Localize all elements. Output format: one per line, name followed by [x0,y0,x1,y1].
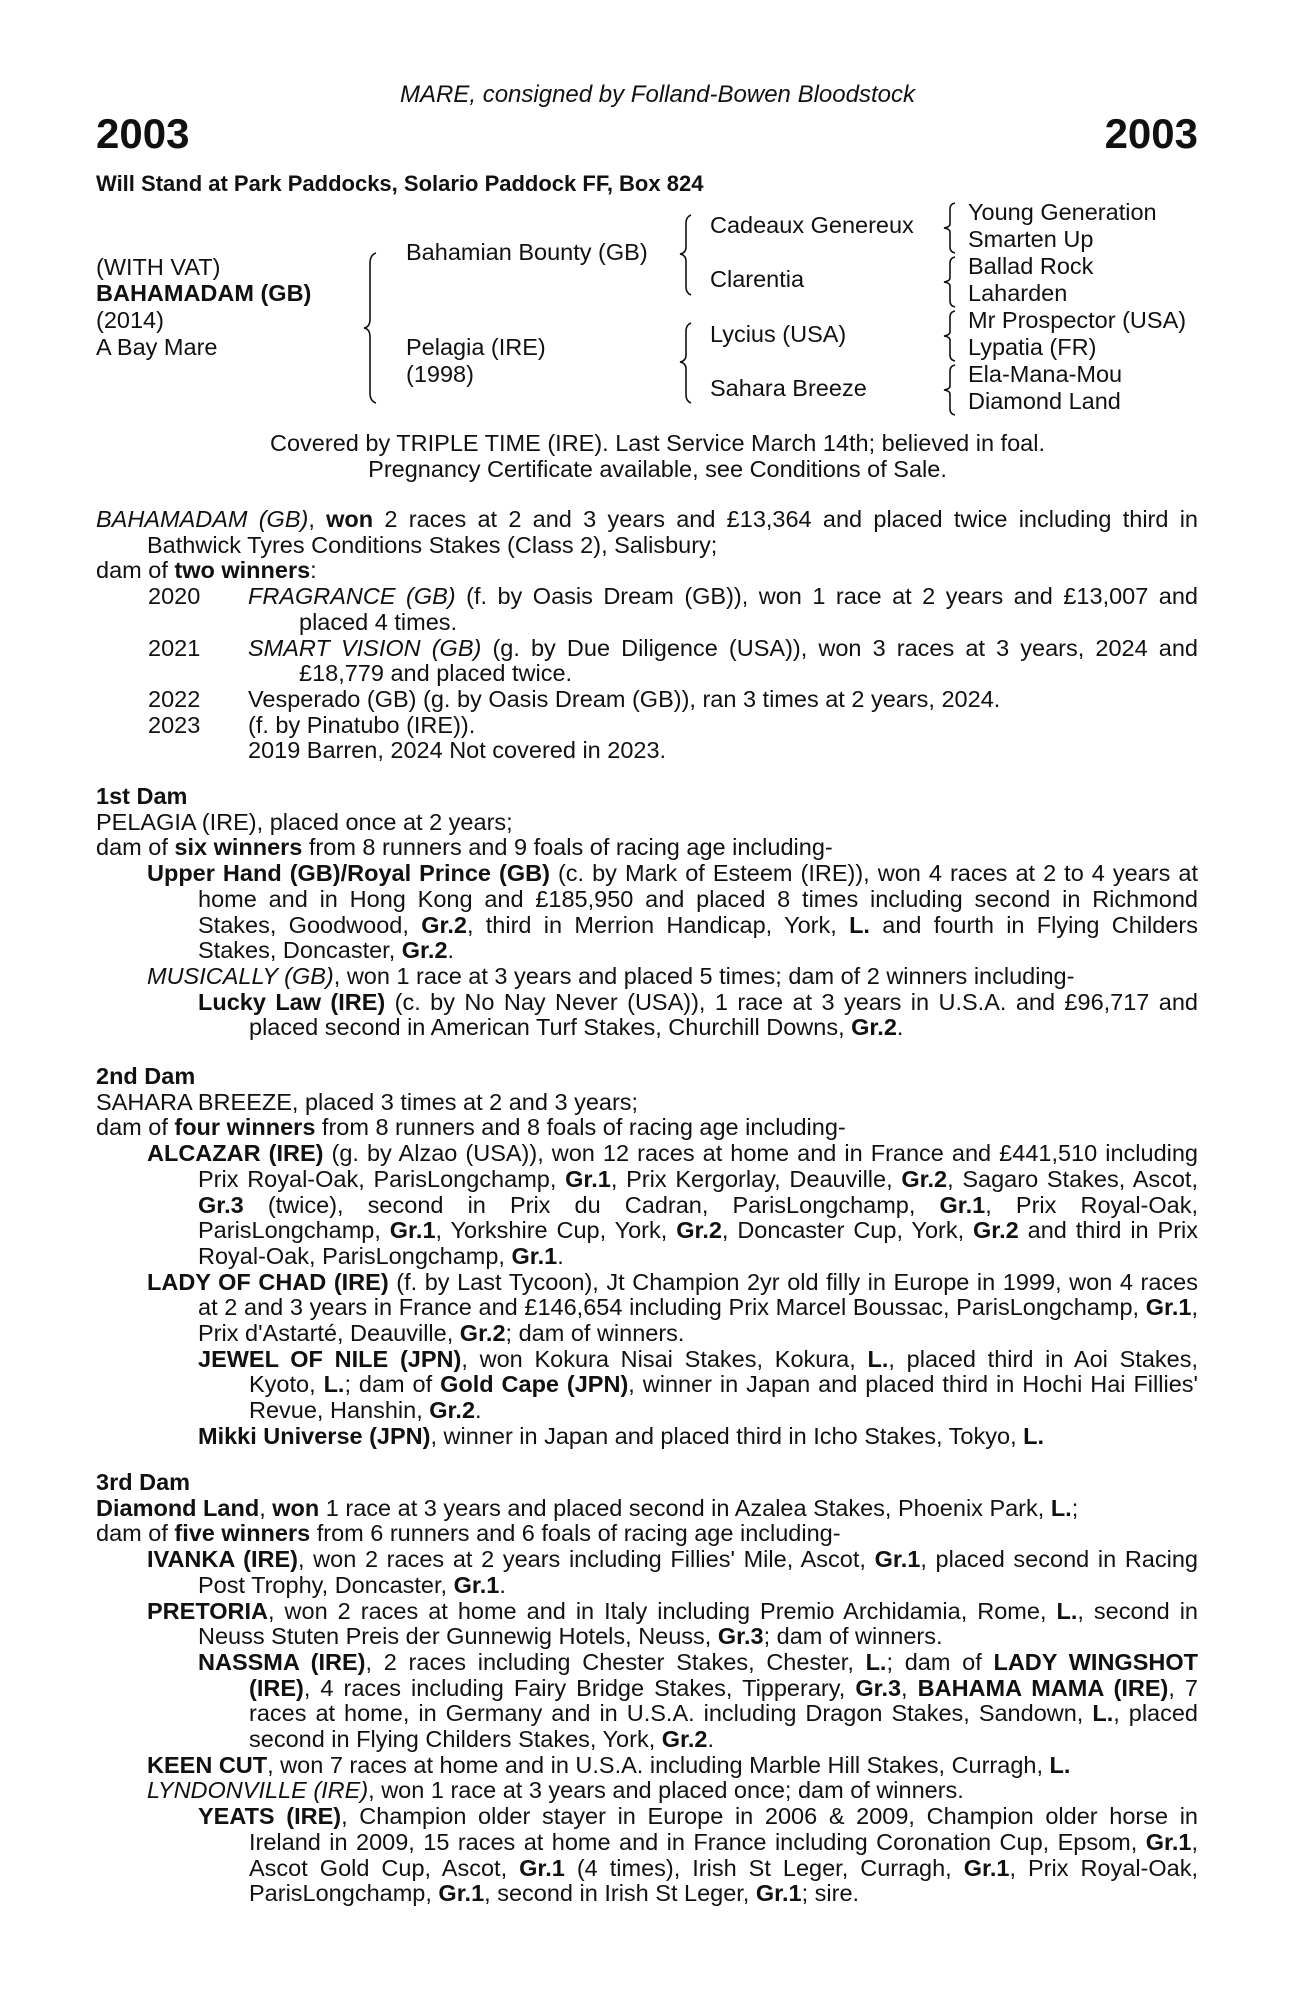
text: 1 race at 3 years and placed second in Azalea Stakes, Phoenix Park, [319,1494,1051,1521]
italic-text: BAHAMADAM (GB) [96,506,309,532]
brace-gg-3 [944,311,958,361]
sire-name: Bahamian Bounty (GB) [406,239,648,265]
bold-text: Gr.1 [874,1546,921,1573]
bold-text: Gr.3 [717,1623,764,1650]
bold-text: L. [1056,1597,1078,1624]
bold-text: won [272,1494,320,1521]
italic-text: SMART VISION (GB) [248,634,482,661]
horse-description: A Bay Mare [96,334,218,360]
text: (g. by Alzao (USA)), won 12 races at home and in France and £441,510 including Prix Royal-Oak, ParisLongchamp, [198,1140,1199,1192]
produce-entry [96,687,1198,713]
italic-text: MUSICALLY (GB) [147,962,334,989]
text: (f. by Pinatubo (IRE)). [248,711,476,738]
text: ; dam of winners. [763,1623,943,1650]
bold-text: L. [1049,1751,1071,1778]
bold-text: YEATS (IRE) [198,1803,342,1830]
bold-text: Gr.1 [519,1854,565,1881]
pedigree-paragraph [96,1599,1198,1650]
bold-text: Gr.1 [1145,1294,1192,1321]
great-grandparent: Young Generation [968,199,1157,225]
text: . [896,1014,904,1041]
first-dam-section [96,784,1198,1041]
text: (twice), second in Prix du Cadran, ParisLongchamp, [243,1191,940,1218]
text: , winner in Japan and placed third in Hochi Hai Fillies' Revue, Hanshin, [249,1371,1198,1424]
brace-sire-line [680,215,694,295]
foal-year: 2022 [148,685,201,712]
pedigree-paragraph [96,861,1198,964]
brace-gg-1 [944,203,958,253]
bold-text: Gr.1 [438,1880,485,1907]
pedigree-paragraph [96,1650,1198,1753]
text: , [259,1494,273,1521]
grandsire-maternal: Lycius (USA) [710,321,847,347]
bold-text: Lucky Law (IRE) [198,988,386,1015]
text: , Prix d'Astarté, Deauville, [198,1294,1198,1347]
text: . [707,1726,715,1753]
bold-text: Upper Hand (GB)/Royal Prince (GB) [147,860,550,887]
pedigree-paragraph [96,1347,1198,1424]
bold-text: four winners [174,1114,316,1141]
lot-number-left: 2003 [96,110,190,157]
pregnancy-note: Pregnancy Certificate available, see Conditions of Sale. [368,456,947,482]
text: SAHARA BREEZE, placed 3 times at 2 and 3 years; [96,1088,639,1115]
produce-entry [96,738,1198,764]
text: 2 races at 2 and 3 years and £13,364 and placed twice including third in Bathwick Tyres Conditions Stakes (Class 2), Salisbury; [147,506,1198,558]
bold-text: Gr.3 [855,1674,902,1701]
great-grandparent: Ballad Rock [968,253,1094,279]
pedigree-paragraph [96,1521,1198,1547]
produce-entry [96,584,1198,635]
text: . [557,1242,564,1269]
grandsire-paternal: Cadeaux Genereux [710,212,914,238]
bold-text: Gr.1 [1145,1828,1192,1855]
pedigree-paragraph [96,1753,1198,1779]
text: (g. by Due Diligence (USA)), won 3 races at 3 years, 2024 and £18,779 and placed twice. [299,634,1198,687]
pedigree-paragraph [96,1090,1198,1116]
pedigree-paragraph [96,1496,1198,1522]
produce-entry [96,713,1198,739]
text: , 2 races including Chester Stakes, Chester, [365,1648,866,1675]
text: , won 2 races at 2 years including Fillies' Mile, Ascot, [297,1546,875,1573]
bold-text: L. [1023,1422,1045,1449]
produce-entry [96,636,1198,687]
text: , Yorkshire Cup, York, [435,1217,677,1244]
foal-year: 2021 [148,634,201,661]
bold-text: ALCAZAR (IRE) [147,1140,324,1167]
bold-text: Gr.2 [851,1014,897,1041]
brace-gg-2 [944,257,958,307]
vat-note: (WITH VAT) [96,254,221,280]
bold-text: Gr.2 [401,937,448,964]
granddam-maternal: Sahara Breeze [710,375,867,401]
text: dam of [96,1114,175,1141]
produce-record [96,507,1198,764]
bold-text: Gr.1 [565,1165,611,1192]
bold-text: Gr.1 [453,1571,500,1598]
pedigree-paragraph [96,990,1198,1041]
bold-text: L. [849,911,870,938]
text: , won Kokura Nisai Stakes, Kokura, [461,1345,868,1372]
bold-text: L. [1050,1494,1072,1521]
text: and third in Prix Royal-Oak, ParisLongchamp, [198,1217,1198,1269]
pedigree-paragraph [96,964,1198,990]
dam-name: Pelagia (IRE) [406,334,546,360]
bold-text: Mikki Universe (JPN) [198,1422,431,1449]
text: from 8 runners and 9 foals of racing age including- [302,834,833,861]
bold-text: JEWEL OF NILE (JPN) [198,1345,462,1372]
bold-text: Diamond Land [96,1494,260,1521]
bold-text: LADY OF CHAD (IRE) [147,1268,389,1295]
text: , winner in Japan and placed third in Icho Stakes, Tokyo, [430,1422,1024,1449]
text: , won 1 race at 3 years and placed 5 times; dam of 2 winners including- [333,962,1075,989]
bold-text: L. [323,1371,345,1398]
text: , Prix Royal-Oak, ParisLongchamp, [198,1191,1199,1244]
granddam-paternal: Clarentia [710,266,805,292]
bold-text: Gr.2 [429,1397,476,1424]
text: from 6 runners and 6 foals of racing age including- [310,1520,841,1547]
horse-name: BAHAMADAM (GB) [96,280,312,306]
text: , Prix Royal-Oak, ParisLongchamp, [249,1854,1198,1907]
bold-text: Gr.2 [973,1217,1019,1244]
text: , second in Irish St Leger, [484,1880,756,1907]
bold-text: Gr.1 [963,1854,1010,1881]
text: , won 2 races at home and in Italy including Premio Archidamia, Rome, [268,1597,1057,1624]
text: , Sagaro Stakes, Ascot, [947,1165,1198,1192]
bold-text: IVANKA (IRE) [147,1546,298,1573]
great-grandparent: Diamond Land [968,388,1121,414]
bold-text: BAHAMA MAMA (IRE) [917,1674,1169,1701]
text: dam of [96,834,175,861]
pedigree-paragraph [96,1424,1198,1450]
text: PELAGIA (IRE), placed once at 2 years; [96,808,513,835]
second-dam-section [96,1064,1198,1450]
text: , Ascot Gold Cup, Ascot, [249,1828,1198,1881]
brace-dam-line [680,323,694,403]
third-dam-section [96,1470,1198,1907]
text: ; dam of [886,1648,994,1675]
bold-text: Gold Cape (JPN) [440,1371,629,1398]
text: . [499,1571,506,1598]
text: , placed second in Flying Childers Stakes, York, [249,1700,1199,1753]
foal-year: 2020 [148,583,201,610]
bold-text: L. [867,1345,889,1372]
text: , Champion older stayer in Europe in 2006 & 2009, Champion older horse in Ireland in 2009, 15 races at home and in France including Coronation Cup, Epsom, [249,1803,1198,1855]
text: , 7 races at home, in Germany and in U.S.A. including Dragon Stakes, Sandown, [249,1674,1198,1727]
text: (c. by No Nay Never (USA)), 1 race at 3 years in U.S.A. and £96,717 and placed second in American Turf Stakes, Churchill Downs, [249,988,1198,1041]
pedigree-paragraph [96,1141,1198,1270]
text: , [308,506,327,532]
pedigree-paragraph [96,835,1198,861]
text: (f. by Last Tycoon), Jt Champion 2yr old filly in Europe in 1999, won 4 races at 2 and 3 years in France and £146,654 including Prix Marcel Boussac, ParisLongchamp, [198,1268,1199,1321]
brace-main [364,253,380,403]
italic-text: LYNDONVILLE (IRE) [147,1777,369,1804]
bold-text: KEEN CUT [147,1751,268,1778]
great-grandparent: Lypatia (FR) [968,334,1097,360]
bold-text: five winners [174,1520,311,1547]
foaled-year: (2014) [96,307,164,333]
stand-location: Will Stand at Park Paddocks, Solario Paddock FF, Box 824 [96,171,704,196]
bold-text: six winners [174,834,303,861]
bold-text: Gr.2 [676,1217,722,1244]
text: (c. by Mark of Esteem (IRE)), won 4 races at 2 to 4 years at home and in Hong Kong and £185,950 and placed 8 times including second in Richmond Stakes, Goodwood, [198,860,1198,938]
consignment-line: MARE, consigned by Folland-Bowen Bloodstock [400,81,915,108]
text: , [901,1674,918,1701]
text: dam of [96,1520,175,1547]
text: . [475,1397,482,1424]
pedigree-paragraph [96,1804,1198,1907]
covered-note: Covered by TRIPLE TIME (IRE). Last Service March 14th; believed in foal. [270,430,1045,456]
text: dam of [96,557,175,584]
bold-text: Gr.2 [901,1165,948,1192]
section-heading: 2nd Dam [96,1063,196,1089]
bold-text: NASSMA (IRE) [198,1648,366,1675]
text: , Doncaster Cup, York, [721,1217,974,1244]
lot-number-right: 2003 [1104,110,1198,157]
text: and fourth in Flying Childers Stakes, Doncaster, [198,911,1198,964]
bold-text: Gr.1 [511,1242,558,1269]
text: from 8 runners and 8 foals of racing age including- [315,1114,846,1141]
bold-text: Gr.2 [421,911,467,938]
text: , placed second in Racing Post Trophy, Doncaster, [198,1546,1198,1598]
text: , second in Neuss Stuten Preis der Gunnewig Hotels, Neuss, [198,1597,1198,1650]
section-heading: 1st Dam [96,783,188,809]
bold-text: Gr.3 [198,1191,244,1218]
text: ; dam of [344,1371,441,1398]
pedigree-paragraph [96,507,1198,558]
bold-text: won [326,506,374,532]
bold-text: L. [865,1648,887,1675]
bold-text: Gr.2 [661,1726,708,1753]
bold-text: L. [1092,1700,1114,1727]
text: : [310,557,317,584]
text: , won 1 race at 3 years and placed once; dam of winners. [368,1777,964,1804]
bold-text: Gr.1 [389,1217,436,1244]
foal-year: 2023 [148,711,201,738]
bold-text: Gr.1 [939,1191,986,1218]
great-grandparent: Mr Prospector (USA) [968,307,1187,333]
brace-gg-4 [944,365,958,415]
italic-text: FRAGRANCE (GB) [248,583,456,610]
text: , third in Merrion Handicap, York, [466,911,850,938]
bold-text: Gr.1 [755,1880,802,1907]
text: ; dam of winners. [505,1320,685,1347]
text: , placed third in Aoi Stakes, Kyoto, [249,1345,1198,1398]
section-heading: 3rd Dam [96,1469,191,1495]
text: , won 7 races at home and in U.S.A. including Marble Hill Stakes, Curragh, [267,1751,1050,1778]
text: Vesperado (GB) (g. by Oasis Dream (GB)), ran 3 times at 2 years, 2024. [248,685,1001,712]
text: , 4 races including Fairy Bridge Stakes, Tipperary, [303,1674,856,1701]
text: (4 times), Irish St Leger, Curragh, [564,1854,964,1881]
pedigree-paragraph [96,1778,1198,1804]
pedigree-paragraph [96,1115,1198,1141]
great-grandparent: Smarten Up [968,226,1094,252]
bold-text: LADY WINGSHOT (IRE) [249,1648,1198,1701]
great-grandparent: Laharden [968,280,1068,306]
text: . [447,937,455,964]
dam-year: (1998) [406,361,474,387]
text: , Prix Kergorlay, Deauville, [610,1165,902,1192]
text: 2019 Barren, 2024 Not covered in 2023. [248,737,667,764]
pedigree-paragraph [96,1270,1198,1347]
pedigree-paragraph [96,810,1198,836]
pedigree-paragraph [96,558,1198,584]
text: ; sire. [801,1880,860,1907]
great-grandparent: Ela-Mana-Mou [968,361,1123,387]
bold-text: PRETORIA [147,1597,268,1624]
bold-text: two winners [174,557,311,584]
bold-text: Gr.2 [459,1320,506,1347]
text: (f. by Oasis Dream (GB)), won 1 race at 2 years and £13,007 and placed 4 times. [299,583,1198,635]
text: ; [1071,1494,1079,1521]
pedigree-paragraph [96,1547,1198,1598]
